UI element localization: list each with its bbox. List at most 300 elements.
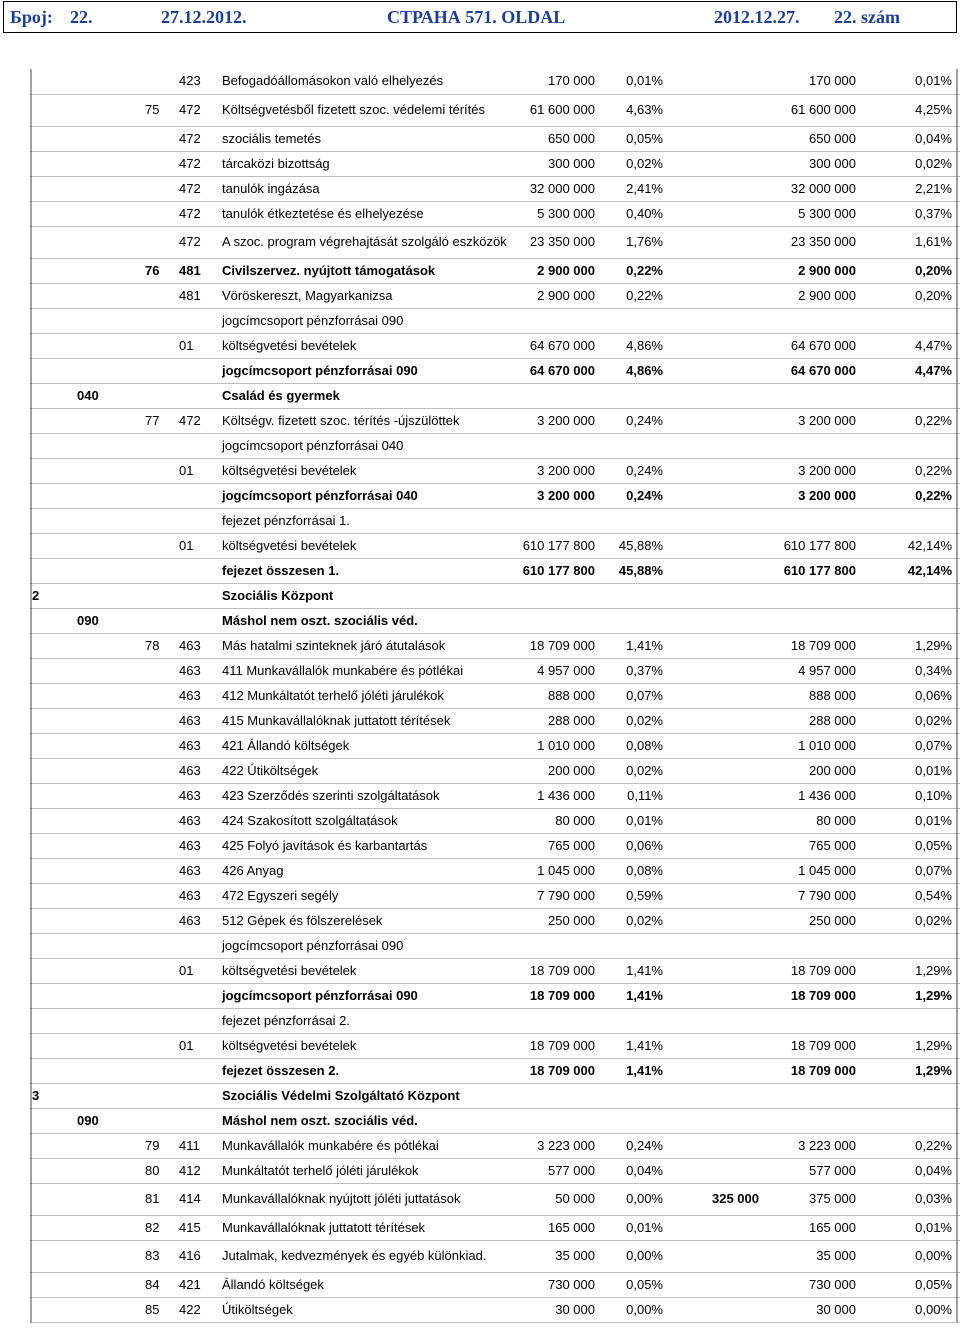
cell-account-code: 01: [171, 1033, 215, 1058]
cell-position-no: [127, 358, 171, 383]
cell-amount-total: 3 200 000: [759, 483, 856, 508]
cell-share-own: 0,24%: [595, 1133, 663, 1158]
cell-position-no: [127, 201, 171, 226]
cell-position-no: [127, 308, 171, 333]
cell-description: jogcímcsoport pénzforrásai 090: [215, 983, 509, 1008]
cell-position-no: [127, 126, 171, 151]
table-row: [30, 983, 960, 1008]
cell-position-no: [127, 1108, 171, 1133]
cell-account-code: 463: [171, 783, 215, 808]
cell-account-code: 415: [171, 1215, 215, 1240]
table-row: [30, 333, 960, 358]
cell-position-no: [127, 1008, 171, 1033]
cell-account-code: [171, 608, 215, 633]
cell-amount-own: [509, 308, 595, 333]
cell-amount-other: [663, 808, 759, 833]
cell-amount-own: 64 670 000: [509, 333, 595, 358]
cell-amount-other: [663, 1297, 759, 1322]
cell-subfunc-code: [75, 1058, 127, 1083]
table-row: [30, 383, 960, 408]
cell-amount-own: 64 670 000: [509, 358, 595, 383]
cell-amount-total: 2 900 000: [759, 258, 856, 283]
cell-amount-total: 888 000: [759, 683, 856, 708]
cell-share-own: 0,59%: [595, 883, 663, 908]
cell-share-total: 0,10%: [856, 783, 960, 808]
cell-amount-own: 61 600 000: [509, 94, 595, 126]
cell-account-code: 463: [171, 908, 215, 933]
cell-share-own: 4,86%: [595, 333, 663, 358]
cell-func-code: [30, 1297, 75, 1322]
cell-amount-total: 1 045 000: [759, 858, 856, 883]
cell-share-own: 0,02%: [595, 151, 663, 176]
cell-share-total: 0,22%: [856, 408, 960, 433]
table-row: [30, 583, 960, 608]
cell-share-total: [856, 1008, 960, 1033]
cell-account-code: [171, 933, 215, 958]
cell-amount-other: [663, 1108, 759, 1133]
cell-share-total: 0,02%: [856, 708, 960, 733]
table-row: [30, 558, 960, 583]
cell-subfunc-code: [75, 683, 127, 708]
cell-subfunc-code: [75, 1083, 127, 1108]
cell-position-no: [127, 176, 171, 201]
cell-description: Munkavállalóknak nyújtott jóléti juttatások: [215, 1183, 509, 1215]
table-row: [30, 201, 960, 226]
cell-amount-total: 288 000: [759, 708, 856, 733]
cell-position-no: [127, 808, 171, 833]
cell-position-no: [127, 508, 171, 533]
cell-share-own: 1,41%: [595, 983, 663, 1008]
cell-share-own: 0,40%: [595, 201, 663, 226]
cell-amount-other: [663, 383, 759, 408]
cell-func-code: [30, 283, 75, 308]
cell-position-no: [127, 69, 171, 94]
cell-amount-total: 250 000: [759, 908, 856, 933]
cell-func-code: [30, 508, 75, 533]
cell-share-total: 0,04%: [856, 1158, 960, 1183]
table-row: [30, 408, 960, 433]
cell-share-own: 0,04%: [595, 1158, 663, 1183]
cell-subfunc-code: [75, 808, 127, 833]
cell-description: 421 Állandó költségek: [215, 733, 509, 758]
cell-description: 411 Munkavállalók munkabére és pótlékai: [215, 658, 509, 683]
cell-func-code: [30, 633, 75, 658]
cell-func-code: [30, 1158, 75, 1183]
cell-position-no: [127, 833, 171, 858]
cell-amount-total: [759, 308, 856, 333]
cell-description: Költségv. fizetett szoc. térítés -újszülöttek: [215, 408, 509, 433]
cell-func-code: [30, 1058, 75, 1083]
header-page: СТРАНА 571. OLDAL: [387, 7, 566, 27]
cell-account-code: 421: [171, 1272, 215, 1297]
cell-amount-total: 18 709 000: [759, 1058, 856, 1083]
cell-share-own: 1,41%: [595, 633, 663, 658]
cell-account-code: 411: [171, 1133, 215, 1158]
cell-position-no: [127, 683, 171, 708]
cell-share-total: 1,29%: [856, 983, 960, 1008]
cell-subfunc-code: [75, 1297, 127, 1322]
cell-amount-total: [759, 583, 856, 608]
cell-share-total: 4,47%: [856, 358, 960, 383]
cell-share-own: [595, 383, 663, 408]
cell-amount-other: [663, 69, 759, 94]
cell-share-total: [856, 433, 960, 458]
cell-share-total: 1,29%: [856, 1033, 960, 1058]
cell-share-total: 0,05%: [856, 1272, 960, 1297]
cell-share-own: 0,02%: [595, 758, 663, 783]
cell-position-no: 83: [127, 1240, 171, 1272]
cell-description: fejezet összesen 2.: [215, 1058, 509, 1083]
cell-amount-other: [663, 1033, 759, 1058]
cell-share-own: 4,86%: [595, 358, 663, 383]
cell-amount-own: 250 000: [509, 908, 595, 933]
cell-subfunc-code: [75, 558, 127, 583]
cell-share-total: 0,37%: [856, 201, 960, 226]
table-row: [30, 483, 960, 508]
cell-amount-own: 80 000: [509, 808, 595, 833]
cell-amount-own: 50 000: [509, 1183, 595, 1215]
table-row: [30, 958, 960, 983]
cell-position-no: [127, 783, 171, 808]
cell-account-code: 414: [171, 1183, 215, 1215]
cell-amount-other: [663, 833, 759, 858]
table-row: [30, 176, 960, 201]
cell-share-own: [595, 583, 663, 608]
cell-amount-other: [663, 483, 759, 508]
cell-amount-own: 7 790 000: [509, 883, 595, 908]
cell-description: Befogadóállomásokon való elhelyezés: [215, 69, 509, 94]
cell-subfunc-code: [75, 1272, 127, 1297]
cell-amount-own: 18 709 000: [509, 633, 595, 658]
cell-share-own: 0,08%: [595, 858, 663, 883]
cell-amount-other: [663, 1008, 759, 1033]
cell-func-code: [30, 483, 75, 508]
cell-func-code: 3: [30, 1083, 75, 1108]
cell-subfunc-code: [75, 433, 127, 458]
cell-position-no: 85: [127, 1297, 171, 1322]
cell-amount-other: [663, 658, 759, 683]
cell-amount-total: 650 000: [759, 126, 856, 151]
cell-description: Jutalmak, kedvezmények és egyéb különkiad.: [215, 1240, 509, 1272]
cell-share-own: 45,88%: [595, 533, 663, 558]
cell-description: 424 Szakosított szolgáltatások: [215, 808, 509, 833]
cell-share-own: 0,24%: [595, 458, 663, 483]
cell-subfunc-code: [75, 1033, 127, 1058]
cell-description: Vöröskereszt, Magyarkanizsa: [215, 283, 509, 308]
cell-position-no: 84: [127, 1272, 171, 1297]
cell-amount-own: 32 000 000: [509, 176, 595, 201]
cell-func-code: [30, 783, 75, 808]
cell-func-code: [30, 258, 75, 283]
cell-amount-other: [663, 958, 759, 983]
cell-amount-other: [663, 1083, 759, 1108]
cell-position-no: [127, 333, 171, 358]
cell-amount-own: 3 200 000: [509, 483, 595, 508]
cell-amount-other: [663, 1240, 759, 1272]
table-row: [30, 1158, 960, 1183]
cell-share-total: 0,01%: [856, 808, 960, 833]
cell-share-total: 0,00%: [856, 1297, 960, 1322]
cell-share-total: 0,01%: [856, 1215, 960, 1240]
table-row: [30, 608, 960, 633]
cell-account-code: 463: [171, 858, 215, 883]
cell-amount-other: [663, 458, 759, 483]
cell-account-code: 463: [171, 708, 215, 733]
cell-share-own: 0,24%: [595, 483, 663, 508]
cell-share-total: 0,03%: [856, 1183, 960, 1215]
cell-position-no: [127, 283, 171, 308]
cell-amount-own: 35 000: [509, 1240, 595, 1272]
cell-share-total: 4,47%: [856, 333, 960, 358]
cell-subfunc-code: [75, 176, 127, 201]
cell-description: jogcímcsoport pénzforrásai 090: [215, 358, 509, 383]
cell-subfunc-code: [75, 94, 127, 126]
cell-description: Költségvetésből fizetett szoc. védelemi térítés: [215, 94, 509, 126]
table-row: [30, 1215, 960, 1240]
cell-amount-other: [663, 508, 759, 533]
cell-subfunc-code: [75, 1240, 127, 1272]
cell-share-total: 0,34%: [856, 658, 960, 683]
cell-amount-total: 610 177 800: [759, 533, 856, 558]
table-row: [30, 1133, 960, 1158]
cell-description: 412 Munkáltatót terhelő jóléti járulékok: [215, 683, 509, 708]
cell-description: Máshol nem oszt. szociális véd.: [215, 1108, 509, 1133]
cell-account-code: 463: [171, 808, 215, 833]
cell-amount-total: 3 200 000: [759, 458, 856, 483]
cell-position-no: [127, 883, 171, 908]
cell-position-no: [127, 533, 171, 558]
cell-share-own: [595, 1108, 663, 1133]
cell-description: jogcímcsoport pénzforrásai 040: [215, 433, 509, 458]
cell-position-no: [127, 733, 171, 758]
cell-description: tanulók ingázása: [215, 176, 509, 201]
cell-description: Munkavállalóknak juttatott térítések: [215, 1215, 509, 1240]
cell-subfunc-code: [75, 408, 127, 433]
cell-position-no: [127, 958, 171, 983]
cell-amount-own: 165 000: [509, 1215, 595, 1240]
cell-share-own: 0,37%: [595, 658, 663, 683]
cell-share-total: [856, 1108, 960, 1133]
table-row: [30, 683, 960, 708]
cell-subfunc-code: [75, 883, 127, 908]
cell-amount-own: 18 709 000: [509, 1058, 595, 1083]
cell-amount-total: [759, 383, 856, 408]
cell-share-own: [595, 933, 663, 958]
table-row: [30, 883, 960, 908]
table-row: [30, 633, 960, 658]
cell-subfunc-code: [75, 583, 127, 608]
cell-amount-other: [663, 783, 759, 808]
cell-account-code: 463: [171, 883, 215, 908]
cell-func-code: [30, 858, 75, 883]
cell-amount-own: [509, 1108, 595, 1133]
cell-description: jogcímcsoport pénzforrásai 090: [215, 308, 509, 333]
cell-share-own: 0,11%: [595, 783, 663, 808]
cell-amount-total: 375 000: [759, 1183, 856, 1215]
cell-func-code: [30, 458, 75, 483]
cell-share-own: [595, 308, 663, 333]
cell-account-code: 481: [171, 283, 215, 308]
cell-amount-total: 61 600 000: [759, 94, 856, 126]
cell-account-code: 463: [171, 683, 215, 708]
cell-amount-own: [509, 1008, 595, 1033]
cell-subfunc-code: 040: [75, 383, 127, 408]
cell-amount-own: 288 000: [509, 708, 595, 733]
cell-amount-other: [663, 201, 759, 226]
cell-share-own: [595, 508, 663, 533]
cell-account-code: 481: [171, 258, 215, 283]
table-row: [30, 69, 960, 94]
cell-amount-own: 1 045 000: [509, 858, 595, 883]
cell-share-total: 1,29%: [856, 633, 960, 658]
cell-func-code: [30, 126, 75, 151]
table-row: [30, 933, 960, 958]
table-row: [30, 283, 960, 308]
cell-description: Szociális Központ: [215, 583, 509, 608]
cell-amount-other: [663, 908, 759, 933]
cell-description: Civilszervez. nyújtott támogatások: [215, 258, 509, 283]
cell-func-code: [30, 808, 75, 833]
cell-amount-own: 2 900 000: [509, 283, 595, 308]
cell-account-code: 01: [171, 958, 215, 983]
cell-account-code: 472: [171, 408, 215, 433]
cell-share-own: [595, 608, 663, 633]
cell-share-own: [595, 1008, 663, 1033]
cell-share-total: 1,29%: [856, 958, 960, 983]
cell-subfunc-code: [75, 69, 127, 94]
cell-amount-other: [663, 633, 759, 658]
cell-func-code: [30, 883, 75, 908]
cell-amount-other: [663, 1272, 759, 1297]
cell-func-code: [30, 558, 75, 583]
cell-amount-own: 30 000: [509, 1297, 595, 1322]
cell-description: 425 Folyó javítások és karbantartás: [215, 833, 509, 858]
cell-amount-total: 730 000: [759, 1272, 856, 1297]
cell-subfunc-code: [75, 333, 127, 358]
cell-func-code: [30, 658, 75, 683]
header-date: 27.12.2012.: [161, 7, 247, 27]
cell-func-code: [30, 1008, 75, 1033]
table-row: [30, 226, 960, 258]
cell-share-own: [595, 433, 663, 458]
cell-amount-own: 18 709 000: [509, 983, 595, 1008]
cell-func-code: [30, 933, 75, 958]
cell-position-no: 78: [127, 633, 171, 658]
table-row: [30, 458, 960, 483]
cell-share-total: 0,05%: [856, 833, 960, 858]
header-number-label: Број:: [10, 7, 53, 27]
cell-amount-other: [663, 433, 759, 458]
cell-func-code: [30, 1272, 75, 1297]
cell-amount-total: 4 957 000: [759, 658, 856, 683]
cell-func-code: [30, 94, 75, 126]
cell-account-code: [171, 1083, 215, 1108]
cell-amount-total: 300 000: [759, 151, 856, 176]
cell-func-code: [30, 383, 75, 408]
cell-subfunc-code: [75, 1215, 127, 1240]
cell-position-no: 82: [127, 1215, 171, 1240]
cell-position-no: [127, 433, 171, 458]
cell-amount-total: 80 000: [759, 808, 856, 833]
cell-amount-total: 1 010 000: [759, 733, 856, 758]
cell-position-no: [127, 608, 171, 633]
table-row: [30, 1008, 960, 1033]
cell-func-code: [30, 608, 75, 633]
cell-share-total: 42,14%: [856, 533, 960, 558]
cell-position-no: [127, 858, 171, 883]
cell-share-total: 0,20%: [856, 283, 960, 308]
cell-account-code: 472: [171, 176, 215, 201]
cell-position-no: [127, 908, 171, 933]
cell-amount-other: [663, 1158, 759, 1183]
cell-amount-other: [663, 258, 759, 283]
cell-amount-total: 165 000: [759, 1215, 856, 1240]
cell-amount-other: [663, 358, 759, 383]
cell-amount-total: 18 709 000: [759, 1033, 856, 1058]
cell-func-code: 2: [30, 583, 75, 608]
cell-position-no: [127, 983, 171, 1008]
cell-share-own: 1,41%: [595, 958, 663, 983]
cell-amount-other: [663, 126, 759, 151]
cell-account-code: [171, 558, 215, 583]
cell-func-code: [30, 333, 75, 358]
cell-amount-other: [663, 1215, 759, 1240]
cell-description: fejezet pénzforrásai 2.: [215, 1008, 509, 1033]
cell-description: tárcaközi bizottság: [215, 151, 509, 176]
cell-amount-total: 200 000: [759, 758, 856, 783]
cell-func-code: [30, 226, 75, 258]
cell-amount-total: 170 000: [759, 69, 856, 94]
cell-amount-own: 610 177 800: [509, 533, 595, 558]
cell-amount-own: [509, 508, 595, 533]
cell-description: tanulók étkeztetése és elhelyezése: [215, 201, 509, 226]
cell-amount-own: 18 709 000: [509, 1033, 595, 1058]
cell-subfunc-code: [75, 1008, 127, 1033]
cell-amount-total: 64 670 000: [759, 333, 856, 358]
cell-description: Munkáltatót terhelő jóléti járulékok: [215, 1158, 509, 1183]
cell-func-code: [30, 758, 75, 783]
cell-position-no: [127, 1033, 171, 1058]
cell-amount-other: [663, 608, 759, 633]
cell-account-code: 472: [171, 226, 215, 258]
cell-amount-own: 888 000: [509, 683, 595, 708]
cell-description: 426 Anyag: [215, 858, 509, 883]
cell-subfunc-code: [75, 933, 127, 958]
cell-account-code: 463: [171, 733, 215, 758]
cell-subfunc-code: [75, 258, 127, 283]
cell-amount-other: [663, 94, 759, 126]
cell-share-total: 0,22%: [856, 458, 960, 483]
cell-amount-other: [663, 933, 759, 958]
cell-share-total: 0,01%: [856, 69, 960, 94]
cell-share-total: 4,25%: [856, 94, 960, 126]
cell-amount-other: [663, 733, 759, 758]
cell-position-no: 79: [127, 1133, 171, 1158]
cell-func-code: [30, 908, 75, 933]
cell-subfunc-code: [75, 958, 127, 983]
cell-func-code: [30, 1133, 75, 1158]
cell-amount-own: 4 957 000: [509, 658, 595, 683]
cell-share-total: 0,04%: [856, 126, 960, 151]
cell-description: Más hatalmi szinteknek járó átutalások: [215, 633, 509, 658]
cell-amount-total: 3 223 000: [759, 1133, 856, 1158]
cell-share-own: 4,63%: [595, 94, 663, 126]
cell-description: jogcímcsoport pénzforrásai 090: [215, 933, 509, 958]
cell-share-own: [595, 1083, 663, 1108]
cell-subfunc-code: [75, 858, 127, 883]
cell-account-code: 416: [171, 1240, 215, 1272]
cell-description: A szoc. program végrehajtását szolgáló eszközök: [215, 226, 509, 258]
